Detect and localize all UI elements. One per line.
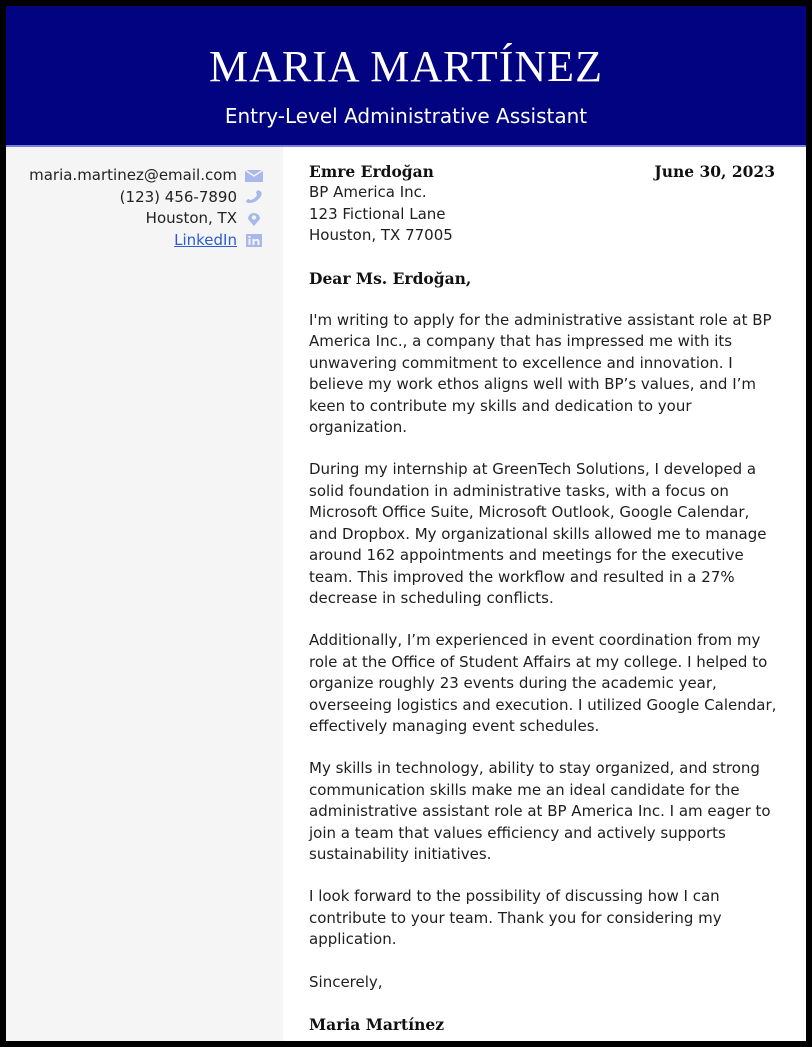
contact-sidebar bbox=[6, 147, 283, 1041]
contact-list bbox=[29, 165, 263, 251]
linkedin-icon bbox=[245, 233, 263, 247]
header-banner bbox=[6, 6, 806, 147]
paragraph-intro: I'm writing to apply for the administrative assistant role at BP America Inc., a company that has impressed me with its unwavering commitment to excellence and innovation. I believe my work ethos aligns well with BP’s values, and I’m keen to contribute my skills and dedication to your organization. bbox=[309, 311, 772, 437]
envelope-icon bbox=[245, 169, 263, 183]
cover-letter-page bbox=[6, 6, 806, 1041]
paragraph-events: Additionally, I’m experienced in event coordination from my role at the Office of Student Affairs at my college. I helped to organize roughly 23 events during the academic year, overseeing logistics and execution. I utilized Google Calendar, effectively managing event schedules. bbox=[309, 631, 777, 735]
recipient-street: 123 Fictional Lane bbox=[309, 204, 446, 223]
letter-date: June 30, 2023 bbox=[654, 162, 775, 181]
location-pin-icon bbox=[245, 212, 263, 226]
recipient-city: Houston, TX 77005 bbox=[309, 226, 453, 245]
letter-body bbox=[309, 161, 779, 1035]
applicant-name: MARIA MARTÍNEZ bbox=[209, 42, 603, 91]
recipient-date-row bbox=[309, 161, 779, 182]
contact-linkedin bbox=[29, 230, 263, 252]
recipient-company: BP America Inc. bbox=[309, 183, 427, 202]
closing: Sincerely, bbox=[309, 972, 383, 991]
recipient-name: Emre Erdoğan bbox=[309, 162, 434, 181]
location-text: Houston, TX bbox=[145, 209, 237, 227]
job-title: Entry-Level Administrative Assistant bbox=[224, 104, 588, 128]
email-text: maria.martinez@email.com bbox=[29, 166, 237, 184]
salutation: Dear Ms. Erdoğan, bbox=[309, 268, 472, 288]
contact-location bbox=[29, 208, 263, 230]
paragraph-internship: During my internship at GreenTech Solutions, I developed a solid foundation in administrative tasks, with a focus on Microsoft Office Suite, Microsoft Outlook, Google Calendar, and Dropbox. My organizational skills allowed me to manage around 162 appointments and meetings for the executive team. This improved the workflow and resulted in a 27% decrease in scheduling conflicts. bbox=[309, 460, 767, 607]
contact-phone bbox=[29, 187, 263, 209]
paragraph-closing: I look forward to the possibility of discussing how I can contribute to your team. Thank you for considering my application. bbox=[309, 887, 722, 949]
linkedin-link[interactable]: LinkedIn bbox=[174, 230, 237, 249]
contact-email bbox=[29, 165, 263, 187]
paragraph-skills: My skills in technology, ability to stay organized, and strong communication skills make me an ideal candidate for the administrative assistant role at BP America Inc. I am eager to join a team that values efficiency and actively supports sustainability initiatives. bbox=[309, 759, 771, 863]
phone-text: (123) 456-7890 bbox=[119, 187, 237, 206]
signature: Maria Martínez bbox=[309, 1015, 445, 1034]
phone-icon bbox=[245, 190, 263, 204]
